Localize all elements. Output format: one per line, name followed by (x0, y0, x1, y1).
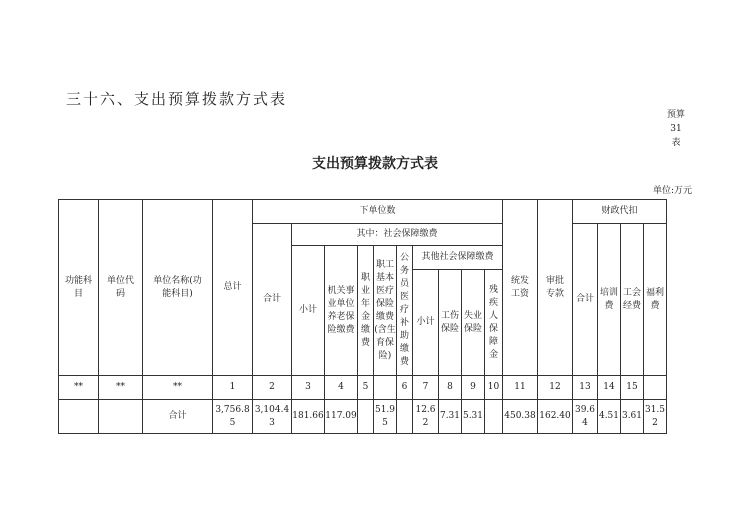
section-title: 三十六、支出预算拨款方式表 (66, 90, 288, 108)
total-unit-code (99, 400, 143, 434)
total-training: 4.51 (598, 400, 621, 434)
idx-12: 8 (439, 376, 462, 400)
unit-label: 单位:万元 (652, 186, 692, 196)
total-label: 合计 (143, 400, 213, 434)
table-number-line2: 31 (670, 124, 682, 134)
hdr-medical: 职工基本医疗保险缴费(含生育保险) (374, 246, 397, 376)
total-welfare: 31.52 (644, 400, 667, 434)
idx-15: 11 (503, 376, 538, 400)
total-pension: 117.09 (325, 400, 358, 434)
hdr-fiscal-deduct: 财政代扣 (573, 200, 667, 224)
total-salary: 450.38 (503, 400, 538, 434)
total-annuity (358, 400, 374, 434)
hdr-training: 培训费 (598, 224, 621, 376)
total-total: 3,756.85 (213, 400, 253, 434)
total-disability (485, 400, 503, 434)
idx-4: 1 (213, 376, 253, 400)
total-small-total: 181.66 (292, 400, 325, 434)
idx-14: 10 (485, 376, 503, 400)
total-approved: 162.40 (538, 400, 573, 434)
idx-20 (644, 376, 667, 400)
index-row (59, 376, 667, 400)
total-lower-sum: 3,104.43 (253, 400, 292, 434)
hdr-welfare: 福利费 (644, 224, 667, 376)
hdr-lower-subtotal: 合计 (253, 224, 292, 376)
hdr-other-social: 其他社会保障缴费 (413, 246, 503, 270)
hdr-small-total: 小计 (292, 246, 325, 376)
idx-3: ** (143, 376, 213, 400)
table-number-line1: 预算 (666, 110, 685, 120)
idx-1: ** (59, 376, 99, 400)
idx-8: 5 (358, 376, 374, 400)
table-number (660, 108, 692, 150)
hdr-other-subtotal: 小计 (413, 270, 439, 376)
idx-18: 14 (598, 376, 621, 400)
hdr-lower-units: 下单位数 (253, 200, 503, 224)
hdr-unemployment: 失业保险 (462, 270, 485, 376)
hdr-annuity: 职业年金缴费 (358, 246, 374, 376)
idx-11: 7 (413, 376, 439, 400)
hdr-unit-code: 单位代码 (99, 200, 143, 376)
idx-9 (374, 376, 397, 400)
idx-16: 12 (538, 376, 573, 400)
total-union: 3.61 (621, 400, 644, 434)
idx-19: 15 (621, 376, 644, 400)
total-civil-medical (397, 400, 413, 434)
idx-6: 3 (292, 376, 325, 400)
idx-13: 9 (462, 376, 485, 400)
total-injury: 7.31 (439, 400, 462, 434)
total-other-subtotal: 12.62 (413, 400, 439, 434)
hdr-approved: 审批专款 (538, 200, 573, 376)
total-unemployment: 5.31 (462, 400, 485, 434)
hdr-union: 工会经费 (621, 224, 644, 376)
hdr-unit-name: 单位名称(功能科目) (143, 200, 213, 376)
hdr-civil-medical: 公务员医疗补助缴费 (397, 246, 413, 376)
hdr-of-which-social: 其中：社会保障缴费 (292, 224, 503, 246)
idx-17: 13 (573, 376, 598, 400)
hdr-disability: 残疾人保障金 (485, 270, 503, 376)
idx-7: 4 (325, 376, 358, 400)
hdr-total: 总计 (213, 200, 253, 376)
total-func-subject (59, 400, 99, 434)
total-medical: 51.95 (374, 400, 397, 434)
hdr-salary: 统发工资 (503, 200, 538, 376)
hdr-pension: 机关事业单位养老保险缴费 (325, 246, 358, 376)
total-fiscal-total: 39.64 (573, 400, 598, 434)
hdr-func-subject: 功能科目 (59, 200, 99, 376)
hdr-fiscal-total: 合计 (573, 224, 598, 376)
idx-5: 2 (253, 376, 292, 400)
document-title: 支出预算拨款方式表 (312, 156, 438, 172)
idx-2: ** (99, 376, 143, 400)
hdr-injury: 工伤保险 (439, 270, 462, 376)
idx-10: 6 (397, 376, 413, 400)
total-row (59, 400, 667, 434)
table-number-line3: 表 (671, 138, 681, 148)
expenditure-table (58, 199, 667, 434)
